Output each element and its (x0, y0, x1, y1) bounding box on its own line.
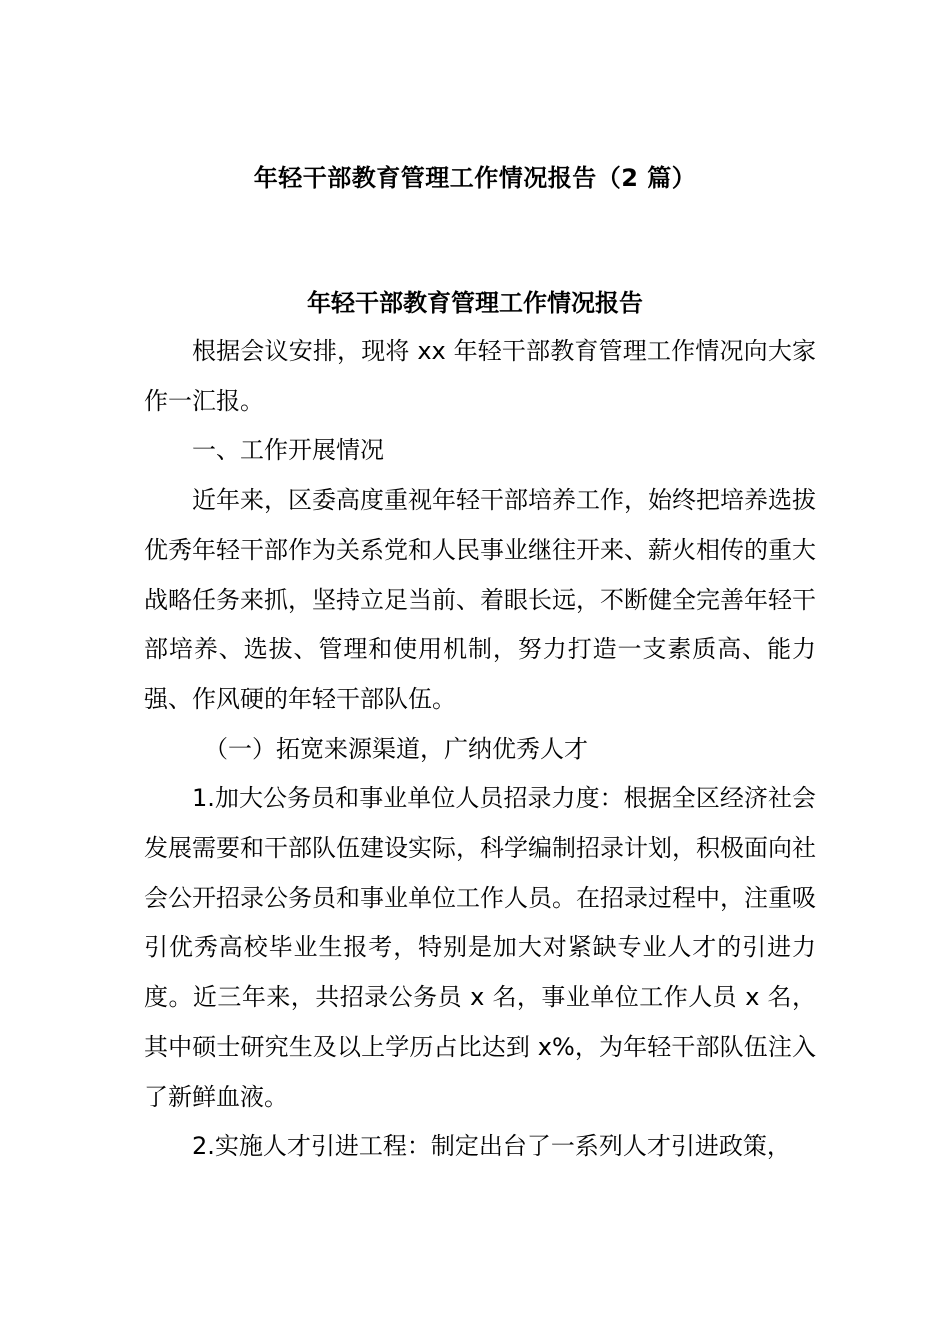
section-heading-1: 一、工作开展情况 (192, 436, 384, 465)
report-title: 年轻干部教育管理工作情况报告 (307, 289, 643, 317)
document-body (144, 327, 816, 1172)
overview-paragraph: 近年来，区委高度重视年轻干部培养工作，始终把培养选拔优秀年轻干部作为关系党和人民事业继往开来、薪火相传的重大战略任务来抓，坚持立足当前、着眼长远，不断健全完善年轻干部培养、选拔、管理和使用机制，努力打造一支素质高、能力强、作风硬的年轻干部队伍。 (144, 486, 816, 713)
item-2-paragraph: 2.实施人才引进工程：制定出台了一系列人才引进政策， (192, 1132, 791, 1161)
intro-paragraph: 根据会议安排，现将 xx 年轻干部教育管理工作情况向大家作一汇报。 (144, 337, 816, 415)
document-main-title: 年轻干部教育管理工作情况报告（2 篇） (253, 164, 697, 192)
subsection-heading-1: （一）拓宽来源渠道，广纳优秀人才 (204, 734, 588, 763)
item-1-paragraph: 1.加大公务员和事业单位人员招录力度：根据全区经济社会发展需要和干部队伍建设实际，科学编制招录计划，积极面向社会公开招录公务员和事业单位工作人员。在招录过程中，注重吸引优秀高校毕业生报考，特别是加大对紧缺专业人才的引进力度。近三年来，共招录公务员 x 名，事业单位工作人员 x 名，其中硕士研究生及以上学历占比达到 x%，为年轻干部队伍注入了新鲜血液。 (144, 784, 816, 1111)
